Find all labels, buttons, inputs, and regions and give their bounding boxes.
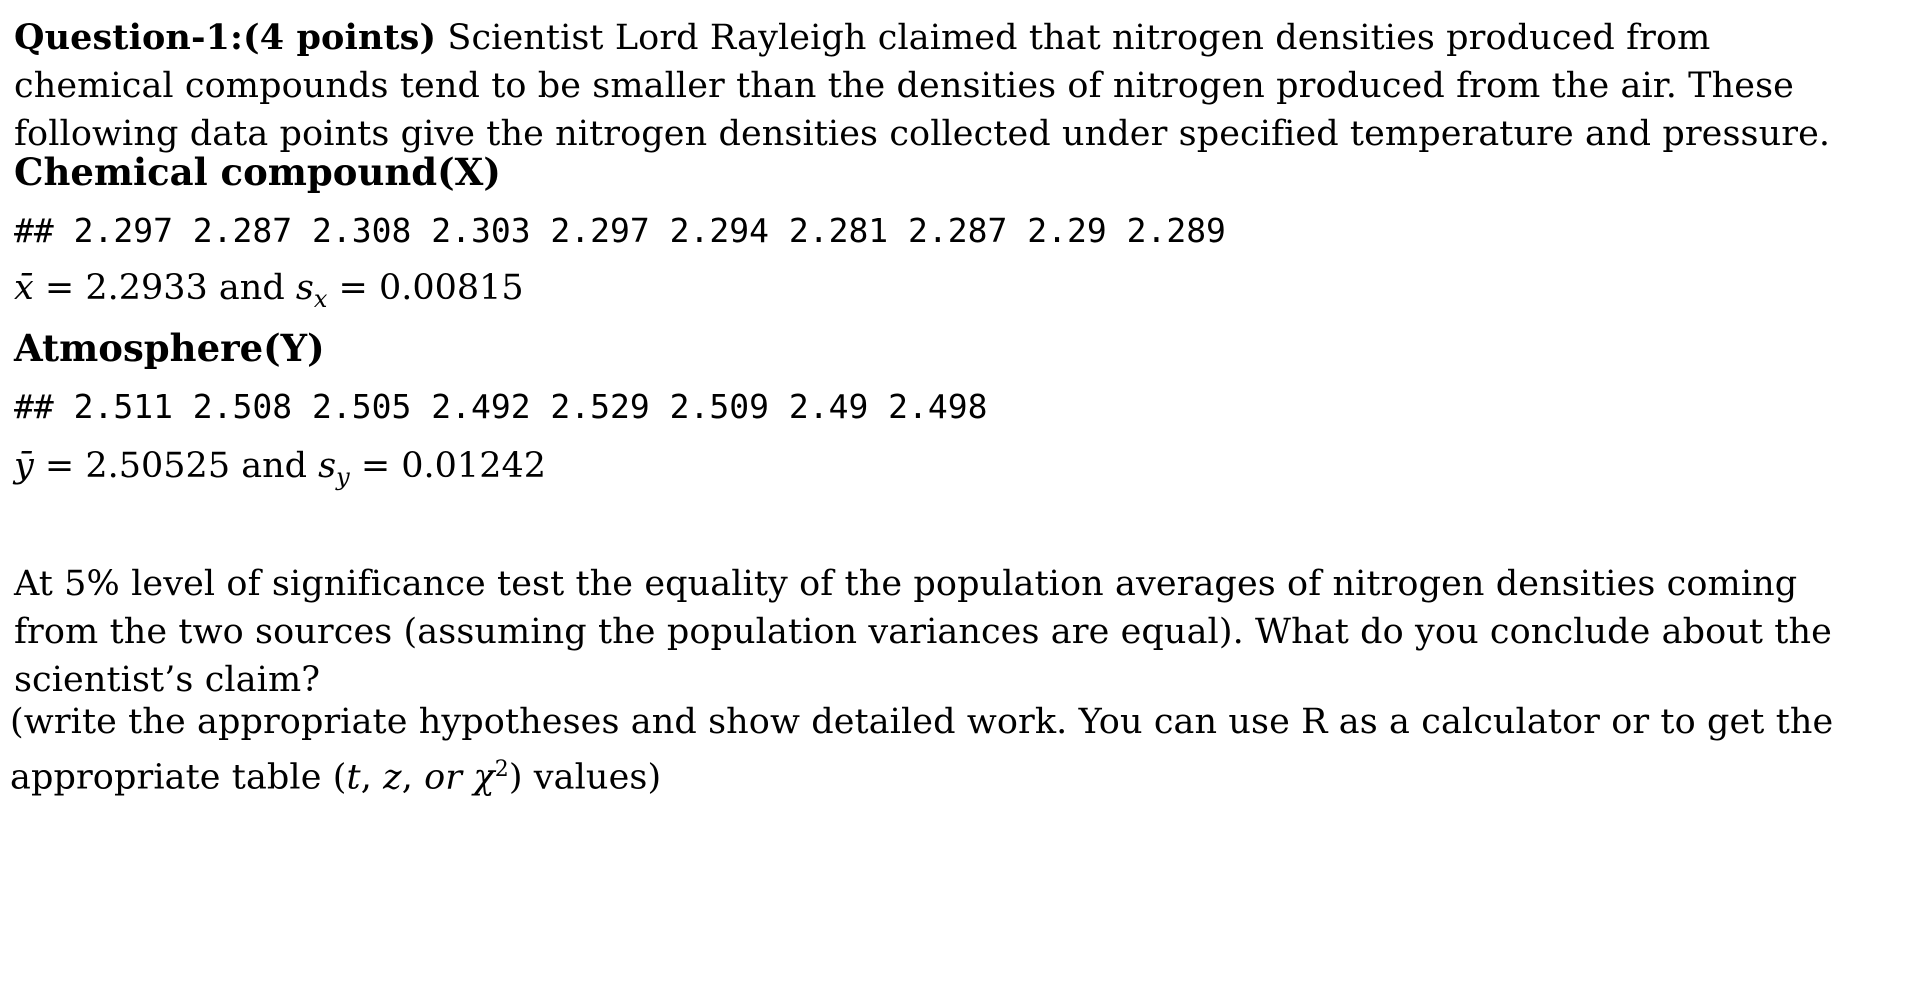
task-text: At 5% level of significance test the equality of the population averages of nitrogen densities coming from the two sources (assuming the population variances are equal). What do you conclude about the scientist’s claim?	[14, 564, 1832, 700]
section-y-stats	[14, 442, 546, 493]
instructions-text	[10, 698, 1854, 802]
y-stats-eq2: = 0.01242	[349, 446, 546, 486]
question-label: Question-1:(4 points)	[14, 17, 437, 58]
comma-1: ,	[360, 757, 384, 798]
y-mean-symbol: ȳ	[14, 446, 34, 486]
instructions-post: ) values)	[508, 757, 662, 798]
instructions-pre: (write the appropriate hypotheses and show detailed work. You can use R as a calculator or to get the appropriate table (	[10, 702, 1834, 798]
x-mean-symbol: x̄	[14, 268, 34, 308]
question-intro	[14, 14, 1854, 158]
section-x-stats	[14, 264, 524, 315]
symbol-z: z	[383, 757, 402, 798]
section-x-data: ## 2.297 2.287 2.308 2.303 2.297 2.294 2.281 2.287 2.29 2.289	[14, 211, 1226, 250]
word-or: or	[424, 757, 463, 798]
section-x-heading: Chemical compound(X)	[14, 150, 501, 194]
section-y-heading: Atmosphere(Y)	[14, 326, 325, 370]
question-intro-text: Scientist Lord Rayleigh claimed that nitrogen densities produced from chemical compounds tend to be smaller than the densities of nitrogen produced from the air. These following data points give the nitrogen densities collected under specified temperature and pressure.	[14, 18, 1831, 154]
symbol-chi: χ	[473, 757, 495, 798]
x-stats-eq1: = 2.2933 and	[33, 268, 296, 308]
y-sd-symbol: s	[318, 446, 337, 486]
chi-superscript: 2	[494, 757, 509, 782]
x-sd-symbol: s	[295, 268, 314, 308]
section-y-data: ## 2.511 2.508 2.505 2.492 2.529 2.509 2.49 2.498	[14, 387, 988, 426]
y-sd-subscript: y	[336, 463, 350, 491]
comma-2: ,	[401, 757, 425, 798]
symbol-t: t	[346, 757, 361, 798]
x-stats-eq2: = 0.00815	[327, 268, 524, 308]
x-sd-subscript: x	[313, 285, 328, 313]
y-stats-eq1: = 2.50525 and	[33, 446, 319, 486]
